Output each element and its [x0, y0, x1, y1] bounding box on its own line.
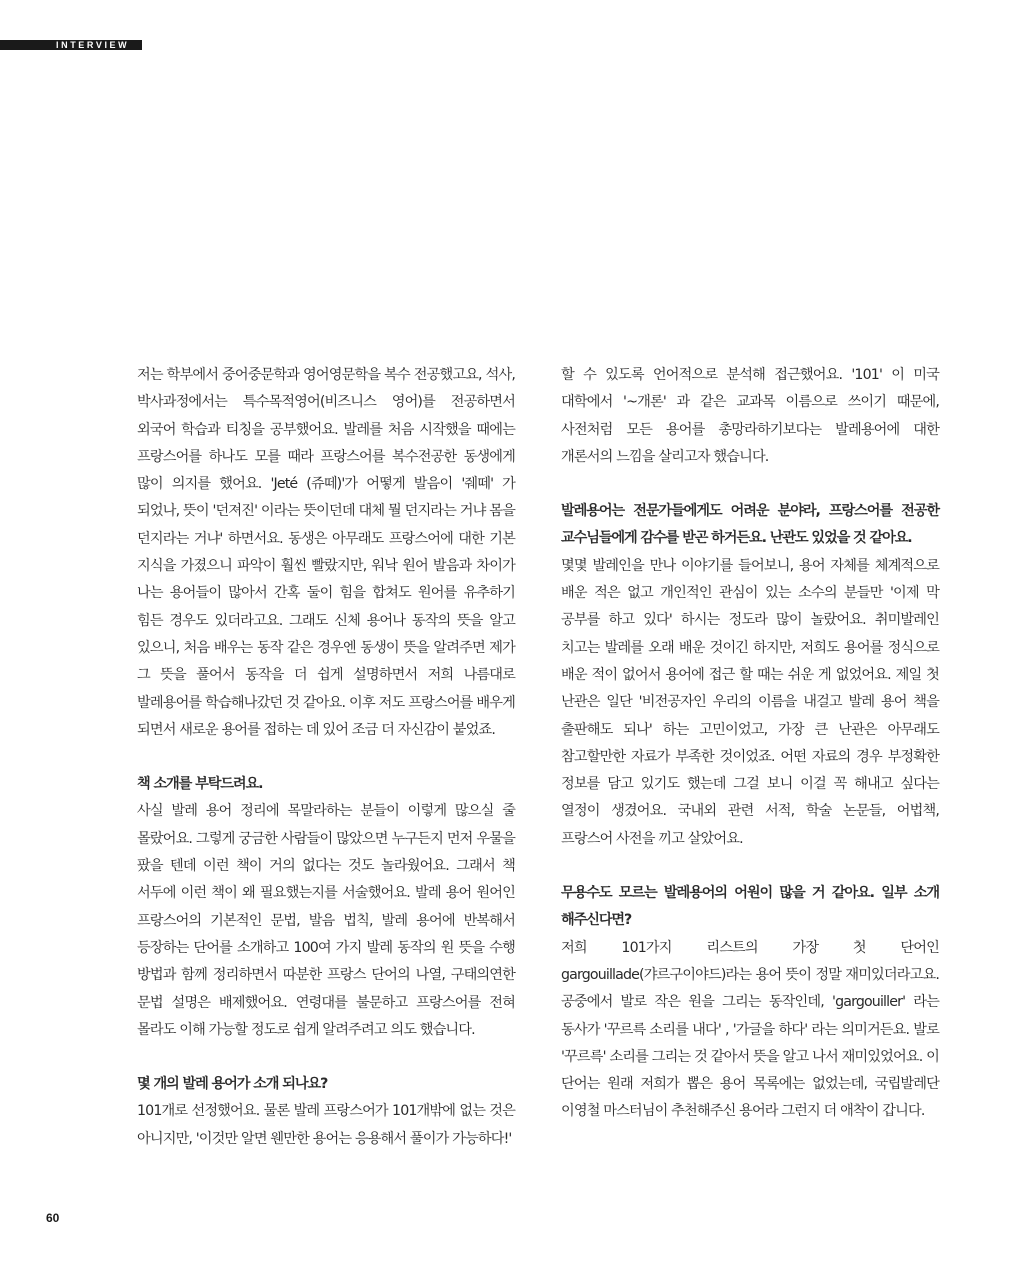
article-column-right [561, 362, 939, 1153]
section-label: INTERVIEW [56, 40, 130, 50]
article-column-left [137, 362, 515, 1180]
question-difficulties: 발레용어는 전문가들에게도 어려운 분야라, 프랑스어를 전공한 교수님들에게 감수를 받곤 하거든요. 난관도 있었을 것 같아요. [561, 503, 939, 547]
answer-difficulties: 몇몇 발레인을 만나 이야기를 들어보니, 용어 자체를 체계적으로 배운 적은 없고 개인적인 관심이 있는 소수의 분들만 '이제 막 공부를 하고 있다' 하시는 정도라 많이 놀랐어요. 취미발레인 치고는 발레를 오래 배운 것이긴 하지만, 저희도 용어를 정식으로 배운 적이 없어서 용어에 접근 할 때는 쉬운 게 없었어요. 제일 첫 난관은 일단 '비전공자인 우리의 이름을 내걸고 발레 용어 책을 출판해도 되나' 하는 고민이었고, 가장 큰 난관은 아무래도 참고할만한 자료가 부족한 것이었죠. 어떤 자료의 경우 부정확한 정보를 담고 있기도 했는데 그걸 보니 이걸 꼭 해내고 싶다는 열정이 생겼어요. 국내외 관련 서적, 학술 논문들, 어법책, 프랑스어 사전을 끼고 살았어요. [561, 557, 939, 847]
answer-term-count-continued: 할 수 있도록 언어적으로 분석해 접근했어요. '101' 이 미국 대학에서 '~개론' 과 같은 교과목 이름으로 쓰이기 때문에, 사전처럼 모든 용어를 총망라하기보다는 발레용어에 대한 개론서의 느낌을 살리고자 했습니다. [561, 367, 939, 465]
answer-etymology: 저희 101가지 리스트의 가장 첫 단어인 gargouillade(갸르구이야드)라는 용어 뜻이 정말 재미있더라고요. 공중에서 발로 작은 원을 그리는 동작인데, 'gargouiller' 라는 동사가 '꾸르륵 소리를 내다' , '가글을 하다' 라는 의미거든요. 발로 '꾸르륵' 소리를 그리는 것 같아서 뜻을 알고 나서 재미있었어요. 이 단어는 원래 저희가 뽑은 용어 목록에는 없었는데, 국립발레단 이영철 마스터님이 추천해주신 용어라 그런지 더 애착이 갑니다. [561, 939, 939, 1120]
answer-term-count: 101개로 선정했어요. 물론 발레 프랑스어가 101개밖에 없는 것은 아니지만, '이것만 알면 웬만한 용어는 응용해서 풀이가 가능하다!' [137, 1103, 515, 1147]
question-etymology: 무용수도 모르는 발레용어의 어원이 많을 거 같아요. 일부 소개 해주신다면? [561, 885, 939, 929]
question-term-count: 몇 개의 발레 용어가 소개 되나요? [137, 1076, 328, 1093]
answer-book-intro: 사실 발레 용어 정리에 목말라하는 분들이 이렇게 많으실 줄 몰랐어요. 그렇게 궁금한 사람들이 많았으면 누구든지 먼저 우물을 팠을 텐데 이런 책이 거의 없다는 것도 놀라웠어요. 그래서 책 서두에 이런 책이 왜 필요했는지를 서술했어요. 발레 용어 원어인 프랑스어의 기본적인 문법, 발음 법칙, 발레 용어에 반복해서 등장하는 단어를 소개하고 100여 가지 발레 동작의 원 뜻을 수행 방법과 함께 정리하면서 따분한 프랑스 단어의 나열, 구태의연한 문법 설명은 배제했어요. 연령대를 불문하고 프랑스어를 전혀 몰라도 이해 가능할 정도로 쉽게 알려주려고 의도 했습니다. [137, 803, 515, 1038]
answer-paragraph-background: 저는 학부에서 중어중문학과 영어영문학을 복수 전공했고요, 석사, 박사과정에서는 특수목적영어(비즈니스 영어)를 전공하면서 외국어 학습과 티칭을 공부했어요. 발레를 처음 시작했을 때에는 프랑스어를 하나도 모를 때라 프랑스어를 복수전공한 동생에게 많이 의지를 했어요. 'Jeté (쥬떼)'가 어떻게 발음이 '줴떼' 가 되었나, 뜻이 '던져진' 이라는 뜻이던데 대체 뭘 던지라는 거냐 몸을 던지라는 거냐' 하면서요. 동생은 아무래도 프랑스어에 대한 기본 지식을 가졌으니 파악이 훨씬 빨랐지만, 워낙 원어 발음과 차이가 나는 용어들이 많아서 간혹 둘이 힘을 합쳐도 원어를 유추하기 힘든 경우도 있더라고요. 그래도 신체 용어나 동작의 뜻을 알고 있으니, 처음 배우는 동작 같은 경우엔 동생이 뜻을 알려주면 제가 그 뜻을 풀어서 동작을 더 쉽게 설명하면서 저희 나름대로 발레용어를 학습해나갔던 것 같아요. 이후 저도 프랑스어를 배우게 되면서 새로운 용어를 접하는 데 있어 조금 더 자신감이 붙었죠. [137, 367, 515, 738]
section-tag [0, 40, 142, 50]
page-number: 60 [46, 1211, 60, 1225]
question-book-intro: 책 소개를 부탁드려요. [137, 776, 263, 793]
